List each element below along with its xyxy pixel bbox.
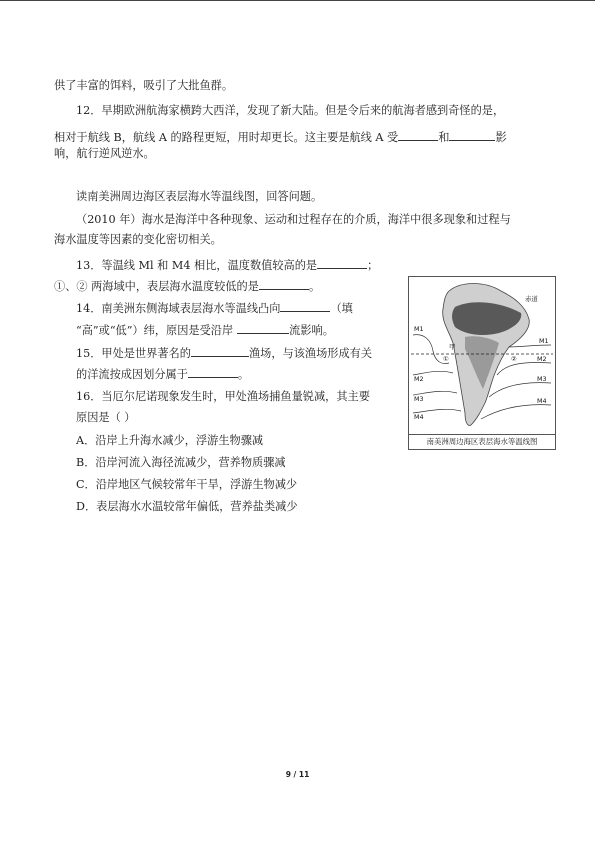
q13-text: 13．等温线 Ml 和 M4 相比，温度数值较高的是 xyxy=(76,259,318,272)
q12-line3: 响，航行逆风逆水。 xyxy=(54,147,155,160)
q15-line1 xyxy=(76,345,372,361)
intro-line: 读南美洲周边海区表层海水等温线图，回答问题。 xyxy=(76,190,323,203)
q15-text-c: 的洋流按成因划分属于 xyxy=(76,368,188,381)
m3-right-label: M3 xyxy=(537,375,547,383)
q12-line2 xyxy=(54,129,507,145)
context-line1: （2010 年）海水是海洋中各种现象、运动和过程存在的介质，海洋中很多现象和过程与 xyxy=(76,213,511,226)
q14-line1 xyxy=(76,300,353,316)
q12-blank-1[interactable] xyxy=(398,129,438,141)
q13-blank[interactable] xyxy=(317,257,367,269)
q16-line1: 16．当厄尔尼诺现象发生时，甲处渔场捕鱼量锐减，其主要 xyxy=(76,390,370,403)
q14-blank-1[interactable] xyxy=(280,300,330,312)
south-america-isotherm-map xyxy=(409,277,555,435)
q14-text-b: （填 xyxy=(330,302,353,315)
circle2-label: ② xyxy=(511,355,517,363)
q13-end: ； xyxy=(367,259,379,272)
isotherm-m2-east xyxy=(497,363,551,376)
q13-line xyxy=(76,257,378,273)
isotherm-m4-east xyxy=(481,405,551,419)
q15-blank-1[interactable] xyxy=(191,345,249,357)
q16-line2: 原因是（ ） xyxy=(76,411,136,424)
q15-text-a: 15．甲处是世界著名的 xyxy=(76,347,191,360)
isotherm-m3-east xyxy=(489,383,551,397)
page-number: 9 / 11 xyxy=(285,770,310,779)
equator-label: 赤道 xyxy=(525,295,538,303)
q12-text-a: 相对于航线 B，航线 A 的路程更短，用时却更长。这主要是航线 A 受 xyxy=(54,131,399,144)
q14-text-a: 14．南美洲东侧海域表层海水等温线凸向 xyxy=(76,302,281,315)
q13b-line xyxy=(54,278,320,294)
m2-right-label: M2 xyxy=(537,355,547,363)
q13b-blank[interactable] xyxy=(259,278,309,290)
q16-option-c[interactable]: C．沿岸地区气候较常年干旱，浮游生物减少 xyxy=(76,478,298,491)
q16-option-b[interactable]: B．沿岸河流入海径流减少，营养物质骤减 xyxy=(76,456,286,469)
q16-option-a[interactable]: A．沿岸上升海水减少，浮游生物骤减 xyxy=(76,434,264,447)
q12-text-c: 影 xyxy=(495,131,507,144)
q14-blank-2[interactable] xyxy=(237,322,289,334)
m3-left-label: M3 xyxy=(414,395,424,403)
q14-text-d: 流影响。 xyxy=(289,324,334,337)
q15-text-d: 。 xyxy=(237,368,250,381)
m4-right-label: M4 xyxy=(537,397,547,405)
q12-line1: 12．早期欧洲航海家横跨大西洋，发现了新大陆。但是令后来的航海者感到奇怪的是， xyxy=(76,104,505,117)
m1-left-label: M1 xyxy=(414,325,424,333)
circle1-label: ① xyxy=(443,355,449,363)
isotherm-map-figure xyxy=(408,276,556,450)
figure-caption: 南美洲周边海区表层海水等温线图 xyxy=(409,434,555,449)
m1-right-label: M1 xyxy=(539,337,549,345)
q13b-end: 。 xyxy=(308,280,321,293)
q15-blank-2[interactable] xyxy=(188,366,238,378)
q14-line2 xyxy=(76,322,334,338)
m2-left-label: M2 xyxy=(414,375,424,383)
q15-line2 xyxy=(76,366,249,382)
page-top-rule xyxy=(0,0,595,1)
q16-option-d[interactable]: D．表层海水水温较常年偏低，营养盐类减少 xyxy=(76,500,298,513)
q12-blank-2[interactable] xyxy=(449,129,495,141)
q12-text-b: 和 xyxy=(438,131,450,144)
context-line2: 海水温度等因素的变化密切相关。 xyxy=(54,233,222,246)
continued-line: 供了丰富的饵料，吸引了大批鱼群。 xyxy=(54,79,234,92)
q15-text-b: 渔场，与该渔场形成有关 xyxy=(248,347,373,360)
jia-label: 甲 xyxy=(449,343,456,351)
isotherm-m1-east xyxy=(509,345,551,347)
m4-left-label: M4 xyxy=(414,413,424,421)
q13b-text: ①、② 两海域中，表层海水温度较低的是 xyxy=(54,280,259,293)
q14-text-c: “高”或“低”）纬，原因是受沿岸 xyxy=(76,324,234,337)
